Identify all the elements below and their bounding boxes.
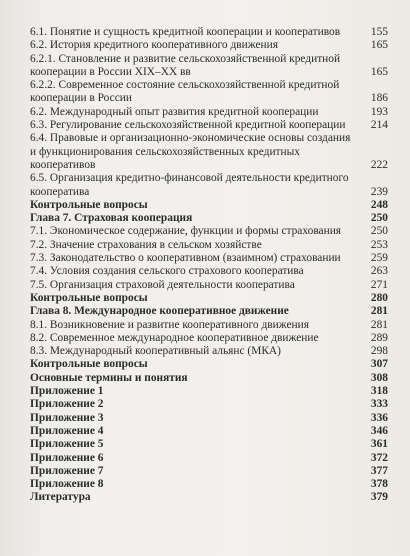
- toc-entry-page-number: 298: [370, 345, 388, 358]
- toc-entry: [30, 372, 388, 385]
- toc-entry-title: 6.2.1. Становление и развитие сельскохозяйственной кредитной кооперации в России XIX–XX вв: [30, 52, 341, 78]
- toc-entry: [30, 412, 388, 425]
- toc-entry-title: Приложение 8: [30, 478, 104, 491]
- toc-entry-title: 8.2. Современное международное кооперативное движение: [30, 331, 319, 344]
- toc-entry: [30, 53, 388, 80]
- toc-entry-title: Глава 7. Страховая кооперация: [30, 212, 193, 225]
- toc-entry: [30, 305, 388, 318]
- toc-entry-page-number: 214: [370, 119, 388, 132]
- toc-entry: [30, 172, 388, 199]
- toc-entry-page-number: 307: [370, 358, 388, 371]
- toc-entry-page-number: 165: [370, 39, 388, 52]
- toc-entry-page-number: 378: [370, 478, 388, 491]
- table-of-contents: [30, 26, 388, 505]
- toc-entry-title: 6.3. Регулирование сельскохозяйственной кредитной кооперации: [30, 119, 346, 132]
- toc-entry: [30, 106, 388, 119]
- toc-entry-page-number: 379: [370, 491, 388, 504]
- toc-entry-title: 7.5. Организация страховой деятельности кооператива: [30, 278, 295, 291]
- toc-entry-title: Приложение 2: [30, 398, 104, 411]
- toc-entry: [30, 478, 388, 491]
- toc-entry: [30, 132, 388, 172]
- toc-entry-title: 6.5. Организация кредитно-финансовой деятельности кредитного кооператива: [30, 172, 349, 198]
- toc-entry-page-number: 222: [370, 158, 388, 171]
- toc-entry-title: 7.1. Экономическое содержание, функции и формы страхования: [30, 225, 342, 238]
- toc-entry-page-number: 346: [370, 424, 388, 437]
- toc-entry: [30, 319, 388, 332]
- toc-entry-page-number: 155: [370, 26, 388, 38]
- toc-entry-page-number: 372: [370, 451, 388, 464]
- toc-entry-page-number: 193: [370, 105, 388, 118]
- toc-entry-title: 6.2.2. Современное состояние сельскохозяйственной кредитной кооперации в России: [30, 79, 340, 105]
- toc-entry: [30, 425, 388, 438]
- toc-entry: [30, 358, 388, 371]
- toc-entry-page-number: 259: [370, 252, 388, 265]
- toc-entry: [30, 79, 388, 106]
- toc-entry-title: Контрольные вопросы: [30, 358, 148, 371]
- toc-entry: [30, 279, 388, 292]
- toc-entry-title: Контрольные вопросы: [30, 291, 148, 304]
- toc-entry-title: Приложение 4: [30, 424, 104, 437]
- toc-entry-title: Основные термины и понятия: [30, 371, 188, 384]
- toc-entry-page-number: 281: [370, 305, 388, 318]
- toc-entry-title: Приложение 5: [30, 438, 104, 451]
- toc-entry-title: Контрольные вопросы: [30, 198, 148, 211]
- toc-entry-title: Глава 8. Международное кооперативное движение: [30, 305, 289, 318]
- toc-entry-title: 8.1. Возникновение и развитие кооперативного движения: [30, 318, 309, 331]
- toc-entry: [30, 119, 388, 132]
- toc-entry-page-number: 248: [370, 198, 388, 211]
- toc-entry-page-number: 250: [370, 225, 388, 238]
- toc-entry-page-number: 377: [370, 464, 388, 477]
- toc-entry: [30, 465, 388, 478]
- toc-entry-page-number: 333: [370, 398, 388, 411]
- toc-entry-page-number: 250: [370, 212, 388, 225]
- toc-entry-page-number: 271: [370, 278, 388, 291]
- toc-entry-page-number: 318: [370, 385, 388, 398]
- toc-entry-page-number: 280: [370, 291, 388, 304]
- toc-entry: [30, 385, 388, 398]
- toc-entry-title: Приложение 7: [30, 464, 104, 477]
- toc-entry-page-number: 186: [370, 92, 388, 105]
- toc-entry-title: 6.1. Понятие и сущность кредитной кооперации и кооперативов: [30, 26, 341, 38]
- toc-entry-title: 6.2. Международный опыт развития кредитной кооперации: [30, 105, 319, 118]
- toc-entry-page-number: 239: [370, 185, 388, 198]
- toc-entry-title: 6.4. Правовые и организационно-экономические основы создания и функционирования сельскохозяйственных кредитных кооперативов: [30, 132, 351, 171]
- toc-entry: [30, 332, 388, 345]
- toc-entry-page-number: 253: [370, 238, 388, 251]
- toc-entry-page-number: 281: [370, 318, 388, 331]
- toc-entry-title: 7.4. Условия создания сельского страхового кооператива: [30, 265, 304, 278]
- toc-entry-title: Приложение 1: [30, 385, 104, 398]
- toc-entry: [30, 199, 388, 212]
- toc-entry-title: 8.3. Международный кооперативный альянс (МКА): [30, 345, 281, 358]
- toc-entry: [30, 438, 388, 451]
- toc-entry-title: 7.2. Значение страхования в сельском хозяйстве: [30, 238, 262, 251]
- toc-entry: [30, 39, 388, 52]
- toc-entry-page-number: 289: [370, 331, 388, 344]
- toc-entry: [30, 292, 388, 305]
- toc-entry-page-number: 308: [370, 371, 388, 384]
- toc-entry-title: 7.3. Законодательство о кооперативном (взаимном) страховании: [30, 252, 341, 265]
- toc-entry: [30, 225, 388, 238]
- toc-entry-page-number: 361: [370, 438, 388, 451]
- toc-entry: [30, 398, 388, 411]
- toc-entry: [30, 265, 388, 278]
- toc-entry-title: 6.2. История кредитного кооперативного движения: [30, 39, 278, 52]
- toc-entry: [30, 452, 388, 465]
- toc-entry-title: Приложение 6: [30, 451, 104, 464]
- toc-entry: [30, 252, 388, 265]
- toc-entry-title: Литература: [30, 491, 91, 504]
- toc-entry: [30, 239, 388, 252]
- toc-entry-page-number: 165: [370, 65, 388, 78]
- toc-entry-title: Приложение 3: [30, 411, 104, 424]
- toc-entry: [30, 491, 388, 504]
- toc-entry-page-number: 263: [370, 265, 388, 278]
- toc-entry: [30, 26, 388, 39]
- toc-entry-page-number: 336: [370, 411, 388, 424]
- toc-entry: [30, 345, 388, 358]
- toc-entry: [30, 212, 388, 225]
